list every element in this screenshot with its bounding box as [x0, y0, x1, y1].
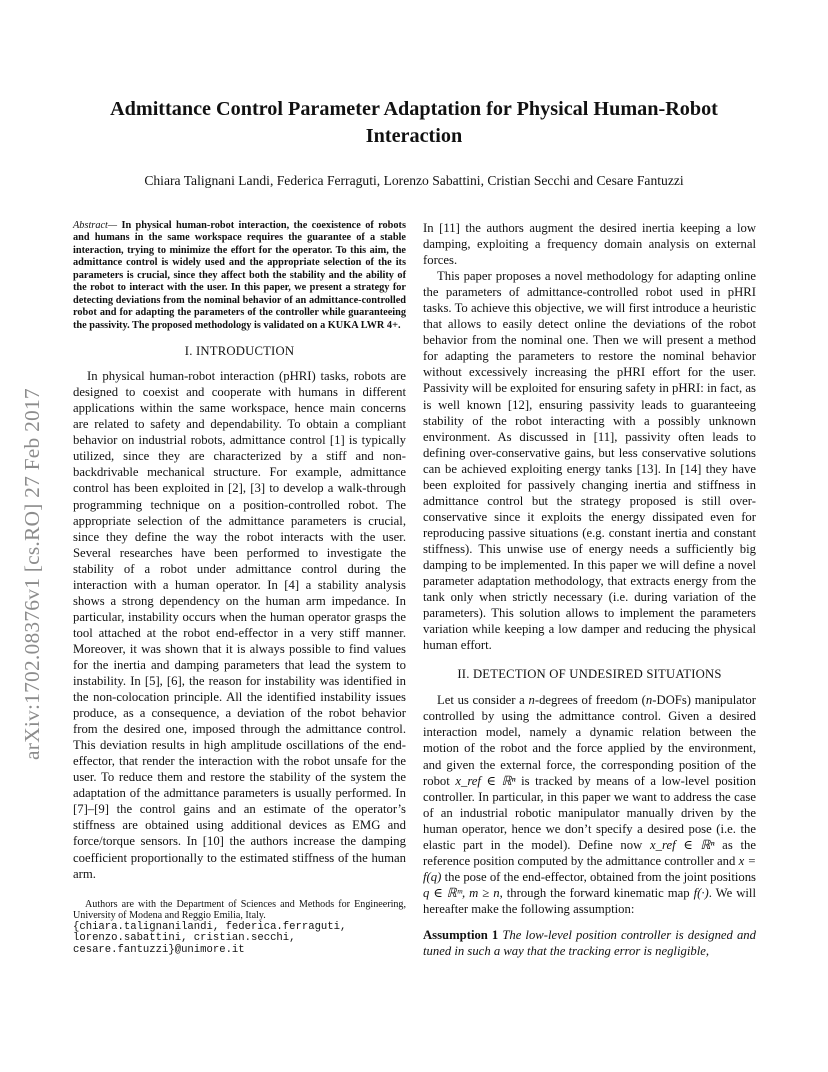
text-span: Let us consider a: [437, 693, 529, 708]
math-n: n: [528, 693, 535, 708]
section-heading-introduction: I. INTRODUCTION: [184, 344, 295, 359]
footnote-emails-line-1: {chiara.talignanilandi, federica.ferraguti,: [73, 920, 347, 933]
left-column: [73, 220, 406, 957]
arxiv-stamp: arXiv:1702.08376v1 [cs.RO] 27 Feb 2017: [20, 388, 44, 760]
assumption-text: The low-level position controller is designed and tuned in such a way that the tracking error is negligible,: [423, 927, 756, 959]
introduction-paragraph: In physical human-robot interaction (pHRI) tasks, robots are designed to coexist and cooperate with humans in different applications within the same workspace, hence main concerns are related to safety and dependability. To obtain a compliant behavior on industrial robots, admittance control [1] is typically utilized, since they are characterized by a stiff and non-backdrivable mechanical structure. For example, admittance control has been exploited in [2], [3] to develop a walk-through programming technique on a position-controlled robot. The appropriate selection of the admittance parameters is crucial, since they define the way the robot interacts with the user. Several researches have been performed to investigate the stability of a robot under admittance control during the interaction with a human operator. In [4] a stability analysis shows a strong dependency on the human arm impedance. In particular, instability occurs when the human operator grasps the tool attached at the robot end-effector in a very stiff manner. Moreover, it was shown that it is always possible to find values for the inertia and damping parameters that lead the system to instability. In [5], [6], the reason for instability was identified in the non-colocation principle. All the identified instability issues produce, as a consequence, a deviation of the robot behavior from the desired one, imposed through the admittance control. This deviation results in high amplitude oscillations of the end-effector, that render the interaction with the robot unsafe for the user. To reduce them and restore the stability of the system the adaptation of the admittance parameters is usually performed. In [7]–[9] the control gains and an estimate of the operator’s stiffness are obtained using additional devices as EMG and force/torque sensors. In [10] the authors increase the damping coefficient proportionally to the estimated stiffness of the human arm.: [73, 369, 406, 881]
text-span: is tracked by means of a low-level position controller. In particular, in this paper we want to address the case of an industrial robotic manipulator manually driven by the human operator, hence we don’t specify a desired pose (i.e. the elastic part in the model). Define now: [423, 773, 756, 852]
footnote-emails-line-3: cesare.fantuzzi}@unimore.it: [73, 944, 245, 956]
abstract-label: Abstract—: [73, 220, 118, 231]
text-span: as the reference position computed by the admittance controller and: [423, 837, 756, 868]
abstract-text: In physical human-robot interaction, the coexistence of robots and humans in the same workspace requires the guarantee of a stable interaction, trying to minimize the effort for the operator. To this aim, the admittance control is widely used and the appropriate selection of the its parameters is crucial, since they affect both the stability and the ability of the robot to interact with the user. In this paper, we present a strategy for detecting deviations from the nominal behavior of an admittance-controlled robot and for adapting the parameters of the controller while guaranteeing the passivity. The proposed methodology is validated on a KUKA LWR 4+.: [73, 220, 406, 331]
assumption-label: Assumption 1: [423, 927, 499, 942]
continued-paragraph: In [11] the authors augment the desired inertia keeping a low damping, exploiting a frequency domain analysis on external forces.: [423, 221, 756, 268]
text-span: the pose of the end-effector, obtained from the joint positions: [441, 869, 756, 884]
math-pose: x = f(q): [423, 853, 757, 884]
math-xref: x_ref ∈ ℝⁿ: [650, 837, 715, 852]
text-span: -degrees of freedom (: [534, 693, 646, 708]
math-n: n: [645, 693, 653, 708]
footnote-emails-line-2: lorenzo.sabattini, cristian.secchi,: [73, 932, 296, 945]
author-footnote: [73, 899, 406, 957]
right-column: [423, 220, 756, 959]
text-span: . We will hereafter make the following assumption:: [423, 885, 756, 916]
text-span: , through the forward kinematic map: [499, 885, 694, 900]
abstract: [73, 220, 406, 332]
author-list: Chiara Talignani Landi, Federica Ferraguti, Lorenzo Sabattini, Cristian Secchi and Cesare Fantuzzi: [144, 173, 684, 188]
detection-paragraph: [423, 692, 756, 917]
assumption-1: [423, 927, 756, 959]
math-kinematic-map: f(·): [693, 885, 709, 900]
math-xref: x_ref ∈ ℝⁿ: [455, 773, 516, 788]
footnote-affiliation: Authors are with the Department of Sciences and Methods for Engineering, University of Modena and Reggio Emilia, Italy.: [73, 898, 406, 922]
paper-title: Admittance Control Parameter Adaptation for Physical Human-Robot Interaction: [110, 98, 718, 147]
contribution-paragraph: This paper proposes a novel methodology for adapting online the parameters of admittance-controlled robot used in pHRI tasks. To achieve this objective, we will first introduce a heuristic that allows to easily detect online the deviations of the robot behavior from the nominal one. Then we will present a method for adapting the parameters to restore the nominal behavior without excessively increasing the pHRI effort for the user. Passivity will be exploited for ensuring safety in pHRI: in fact, as is well known [12], ensuring passivity leads to guaranteeing stability of the robot interacting with a possibly unknown environment. As discussed in [11], passivity often leads to defining over-conservative gains, but less conservative solutions can be achieved exploiting energy tanks [13]. In [14] they have been exploited for passively changing inertia and stiffness in admittance control but the strategy proposed is still over-conservative since it exploits the energy dissipated even for reproducing passive situations (e.g. constant inertia and constant stiffness). This unwise use of energy needs a sufficiently big damping to be implemented. In this paper we will define a novel parameter adaptation methodology, that extracts energy from the tank only when strictly necessary (i.e. during variation of the parameters). This solution allows to implement the parameters variation while keeping a low damper and reducing the physical human effort.: [423, 269, 756, 653]
text-span: -DOFs) manipulator controlled by using the admittance control. Given a desired interaction model, namely a dynamic relation between the motion of the robot and the force applied by the environment, and given the external force, the corresponding position of the robot: [423, 693, 756, 788]
section-heading-detection: II. DETECTION OF UNDESIRED SITUATIONS: [457, 667, 722, 682]
math-joints: q ∈ ℝᵐ, m ≥ n: [423, 885, 500, 900]
